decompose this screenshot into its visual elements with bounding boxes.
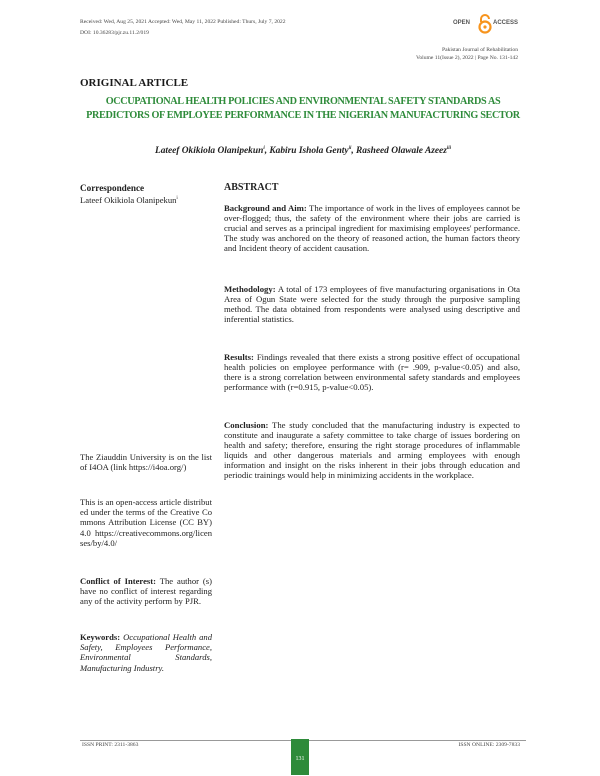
page-number: 131	[295, 756, 305, 762]
author-1-sup: i	[263, 146, 265, 151]
issn-print: ISSN PRINT: 2311-3863	[82, 742, 139, 748]
correspondence-heading: Correspondence	[80, 183, 145, 193]
abstract-heading: ABSTRACT	[224, 182, 279, 193]
results-heading: Results:	[224, 352, 254, 362]
journal-info	[416, 46, 518, 62]
abstract-results	[224, 352, 520, 392]
conclusion-text: The study concluded that the manufacturing industry is expected to constitute and inaugurate a safety committee to take charge of issues bordering on health and safety; therefore, ensuring the right storage procedures of inflammable liquids and other dangerous materials and arming employees with enough information and insight on the risks inherent in their jobs through education and periodic trainings would help in minimizing accidents in the workplace.	[224, 420, 520, 481]
author-3: Rasheed Olawale Azeez	[356, 146, 447, 157]
author-2-sup: ii	[348, 146, 352, 151]
article-title: OCCUPATIONAL HEALTH POLICIES AND ENVIRONMENTAL SAFETY STANDARDS AS PREDICTORS OF EMPLOYEE PERFORMANCE IN THE NIGERIAN MANUFACTURING SECTOR	[86, 96, 520, 121]
i4oa-note: The Ziauddin University is on the list of I4OA (link https://i4oa.org/)	[80, 452, 212, 473]
license-note: This is an open-access article distributed under the terms of the Creative Commons Attribution License (CC BY) 4.0 https://creativecommons.org/licenses/by/4.0/	[80, 497, 212, 548]
journal-issue: Volume 11(Issue 2), 2022 | Page No. 131-142	[416, 55, 518, 61]
issn-online: ISSN ONLINE: 2309-7833	[458, 742, 520, 748]
coi-heading: Conflict of Interest:	[80, 576, 156, 586]
results-text: Findings revealed that there exists a strong positive effect of occupational health policies on employee performance with (r= .909, p-value<0.05) and also, there is a strong correlation between environmental safety standards and employees performance with (r=0.915, p-value<0.05).	[224, 352, 521, 393]
doi-line[interactable]: DOI: 10.36283/pjr.zu.11.2/019	[80, 30, 149, 36]
author-1: Lateef Okikiola Olanipekun	[154, 146, 264, 157]
background-text: The importance of work in the lives of employees cannot be over-flogged; thus, the safety of the environment where their jobs are carried is crucial and serves as a principal ingredient for maximising employees' performance. The study was anchored on the theory of reasoned action, the human factors theory and Incident theory of accident causation.	[224, 203, 521, 254]
oa-access-label: ACCESS	[493, 20, 519, 26]
keywords	[80, 632, 212, 673]
conclusion-heading: Conclusion:	[224, 420, 269, 430]
open-access-logo	[453, 14, 523, 36]
keywords-text: Occupational Health and Safety, Employees Performance, Environmental Standards, Manufacturing Industry.	[80, 632, 213, 673]
oa-open-label: OPEN	[453, 20, 471, 26]
article-type: ORIGINAL ARTICLE	[80, 77, 189, 89]
background-heading: Background and Aim:	[224, 203, 307, 213]
methodology-heading: Methodology:	[224, 284, 276, 294]
journal-name: Pakistan Journal of Rehabilitation	[442, 47, 518, 53]
author-2: Kabiru Ishola Genty	[269, 146, 349, 157]
author-list: Lateef Okikiola Olanipekun$^i$, Kabiru Ishola Genty$^{ii}$, Rasheed Olawale Azeez$^{iii}$	[154, 146, 452, 157]
coi-text: The author (s) have no conflict of interest regarding any of the activity perform by PJR.	[80, 576, 212, 607]
abstract-conclusion	[224, 420, 520, 480]
abstract-background	[224, 203, 520, 253]
correspondence-author: Lateef Okikiola Olanipekun	[80, 194, 177, 205]
conflict-of-interest	[80, 576, 212, 607]
abstract-methodology	[224, 284, 520, 324]
methodology-text: A total of 173 employees of five manufacturing organisations in Ota Area of Ogun State were selected for the study through the purposive sampling method. The data obtained from respondents were analysed using descriptive and inferential statistics.	[224, 284, 520, 325]
author-3-sup: iii	[446, 146, 452, 151]
keywords-heading: Keywords:	[80, 632, 121, 642]
open-access-lock-icon	[477, 14, 493, 34]
correspondence-name	[80, 194, 212, 205]
correspondence-sup: i	[176, 196, 178, 201]
dates-line: Received: Wed, Aug 25, 2021 Accepted: Wed, May 11, 2022 Published: Thurs, July 7, 2022	[80, 19, 286, 25]
